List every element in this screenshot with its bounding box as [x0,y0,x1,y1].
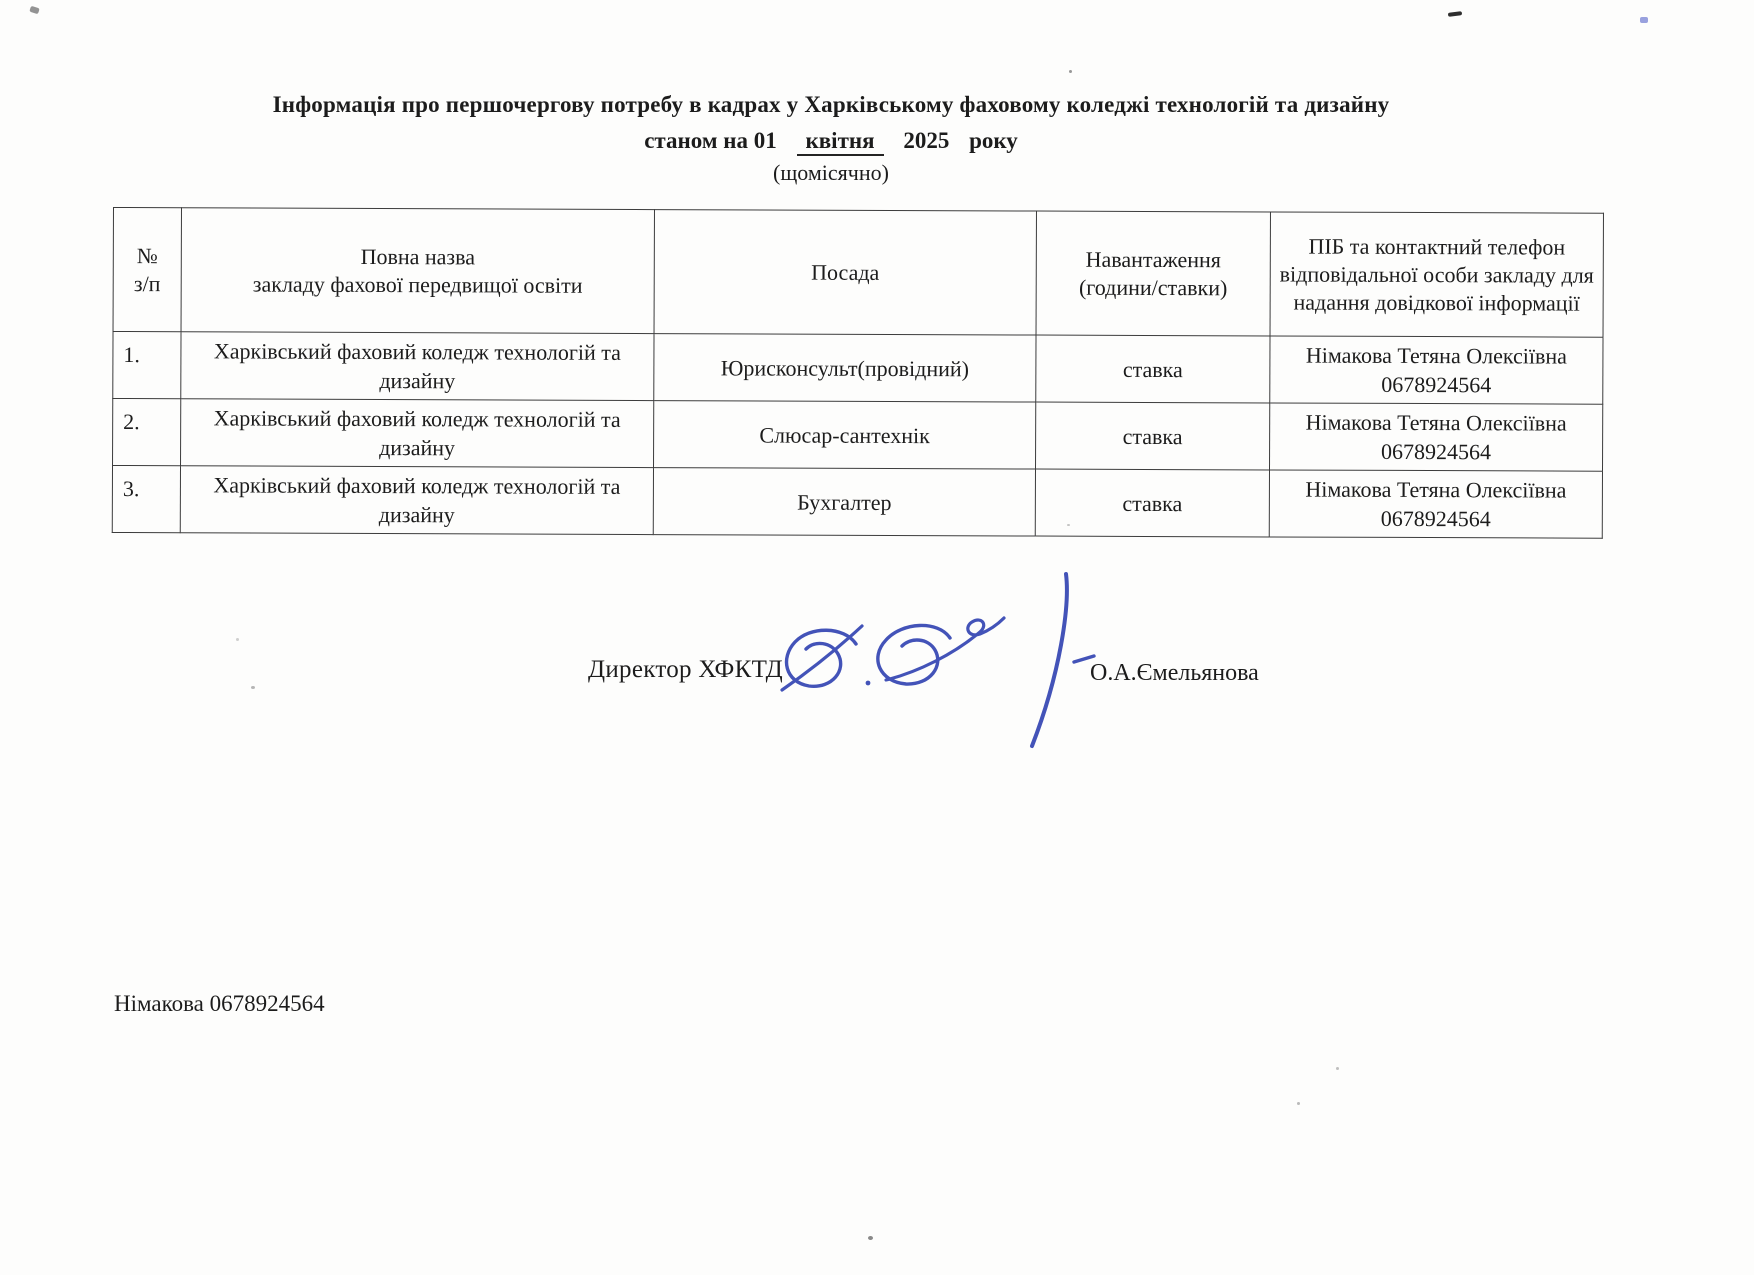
row-load: ставка [1036,335,1270,403]
staffing-table-wrapper [112,207,1594,538]
scan-speck [236,638,239,641]
row-num: 3. [112,466,180,533]
scan-speck [1336,1067,1339,1070]
document-title-block [0,90,1662,187]
row-college: Харківський фаховий коледж технологій та дизайну [181,332,654,401]
date-suffix: року [969,128,1018,153]
table-header-row [113,208,1603,338]
row-college: Харківський фаховий коледж технологій та дизайну [181,399,654,468]
signature-stroke [878,625,950,684]
scan-speck [1069,70,1072,73]
row-num: 2. [113,399,181,466]
document-title: Інформація про першочергову потребу в кадрах у Харківському фаховому коледжі технологій та дизайну [272,92,1390,117]
handwritten-signature [768,558,1108,768]
row-load: ставка [1036,402,1270,470]
contact-person-name: Німакова Тетяна Олексіївна [1305,476,1567,503]
director-name: О.А.Ємельянова [1090,660,1259,686]
scan-speck [1640,17,1648,23]
header-num-line2: з/п [133,270,161,296]
contact-person-phone: 0678924564 [1381,438,1492,465]
header-college-line2: закладу фахової передвищої освіти [252,271,583,298]
row-num: 1. [113,332,181,399]
header-college-line1: Повна назва [360,243,476,269]
contact-person-name: Німакова Тетяна Олексіївна [1305,342,1567,369]
header-load-line1: Навантаження [1085,246,1221,272]
director-title-label: Директор ХФКТД [588,656,783,683]
signature-slash-stroke [1032,574,1067,746]
row-load: ставка [1035,469,1269,537]
scan-speck [1448,11,1462,17]
header-college-name [181,208,654,334]
header-contact: ПІБ та контактний телефон відповідальної особи закладу для надання довідкової інформації [1270,212,1603,337]
table-row [113,399,1603,472]
table-row [112,466,1602,539]
row-contact [1269,470,1602,538]
scan-speck [868,1236,873,1240]
header-load-line2: (години/ставки) [1078,274,1228,300]
row-position: Юрисконсульт(провідний) [654,334,1036,402]
document-periodicity: (щомісячно) [773,160,889,185]
header-position: Посада [654,210,1036,335]
scan-speck [1067,524,1070,526]
scan-speck [251,686,255,689]
header-num [113,208,181,332]
header-load [1036,211,1270,336]
row-position: Слюсар-сантехнік [654,401,1036,469]
contact-person-name: Німакова Тетяна Олексіївна [1305,409,1567,436]
header-num-line1: № [136,242,158,268]
row-contact [1269,403,1602,471]
contact-person-phone: 0678924564 [1380,505,1491,532]
row-position: Бухгалтер [653,468,1035,536]
scan-speck [29,6,39,14]
document-date-line [0,126,1662,156]
date-year: 2025 [903,128,950,153]
table-row [113,332,1603,405]
contact-person-phone: 0678924564 [1381,371,1492,398]
signature-stroke [782,626,862,690]
row-contact [1270,336,1603,404]
footer-contact-line: Німакова 0678924564 [114,991,325,1016]
staffing-needs-table [112,207,1604,539]
signature-dot [866,681,871,686]
date-month: квітня [797,128,884,156]
scan-speck [1297,1102,1300,1105]
date-prefix: станом на 01 [644,128,777,153]
row-college: Харківський фаховий коледж технологій та дизайну [180,466,653,535]
